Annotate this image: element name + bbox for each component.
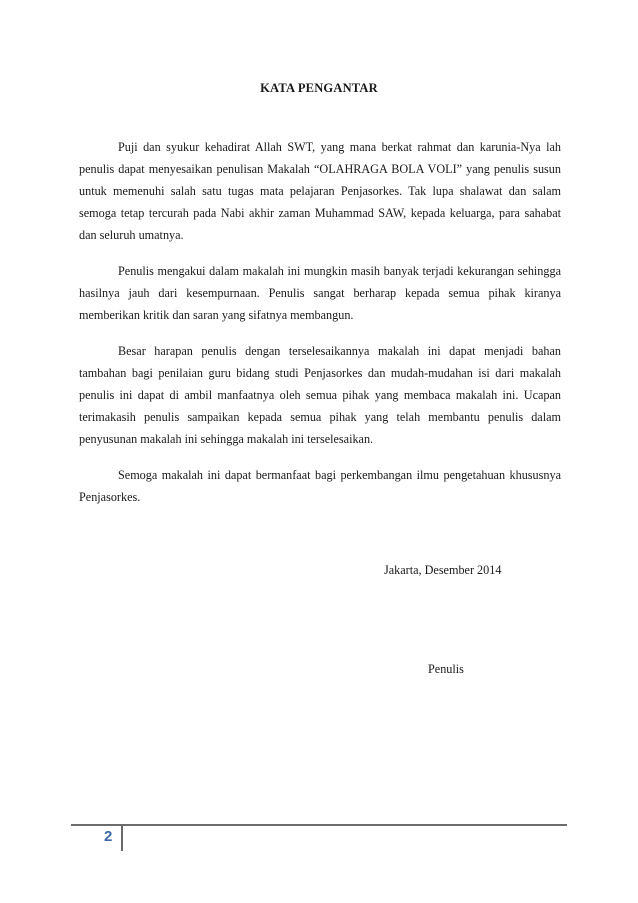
paragraph-3: Besar harapan penulis dengan terselesaikannya makalah ini dapat menjadi bahan tambahan bagi penilaian guru bidang studi Penjasorkes dan mudah-mudahan isi dari makalah penulis ini dapat di ambil manfaatnya oleh semua pihak yang membaca makalah ini. Ucapan terimakasih penulis sampaikan kepada semua pihak yang telah membantu penulis dalam penyusunan makalah ini sehingga makalah ini terselesaikan. — [79, 344, 561, 446]
place-date: Jakarta, Desember 2014 — [384, 563, 502, 577]
footer-rule — [71, 824, 567, 826]
paragraph-1: Puji dan syukur kehadirat Allah SWT, yang mana berkat rahmat dan karunia-Nya lah penulis dapat menyesaikan penulisan Makalah “OLAHRAGA BOLA VOLI” yang penulis susun untuk memenuhi salah satu tugas mata pelajaran Penjasorkes. Tak lupa shalawat dan salam semoga tetap tercurah pada Nabi akhir zaman Muhammad SAW, kepada keluarga, para sahabat dan seluruh umatnya. — [79, 140, 561, 242]
paragraph-2: Penulis mengakui dalam makalah ini mungkin masih banyak terjadi kekurangan sehingga hasilnya jauh dari kesempurnaan. Penulis sangat berharap kepada semua pihak kiranya memberikan kritik dan saran yang sifatnya membangun. — [79, 264, 561, 322]
paragraph-4: Semoga makalah ini dapat bermanfaat bagi perkembangan ilmu pengetahuan khususnya Penjasorkes. — [79, 468, 561, 504]
signature-label: Penulis — [428, 662, 464, 676]
page-number: 2 — [104, 828, 113, 845]
footer-separator — [121, 825, 123, 851]
document-title: KATA PENGANTAR — [260, 81, 378, 95]
document-body — [79, 136, 561, 522]
